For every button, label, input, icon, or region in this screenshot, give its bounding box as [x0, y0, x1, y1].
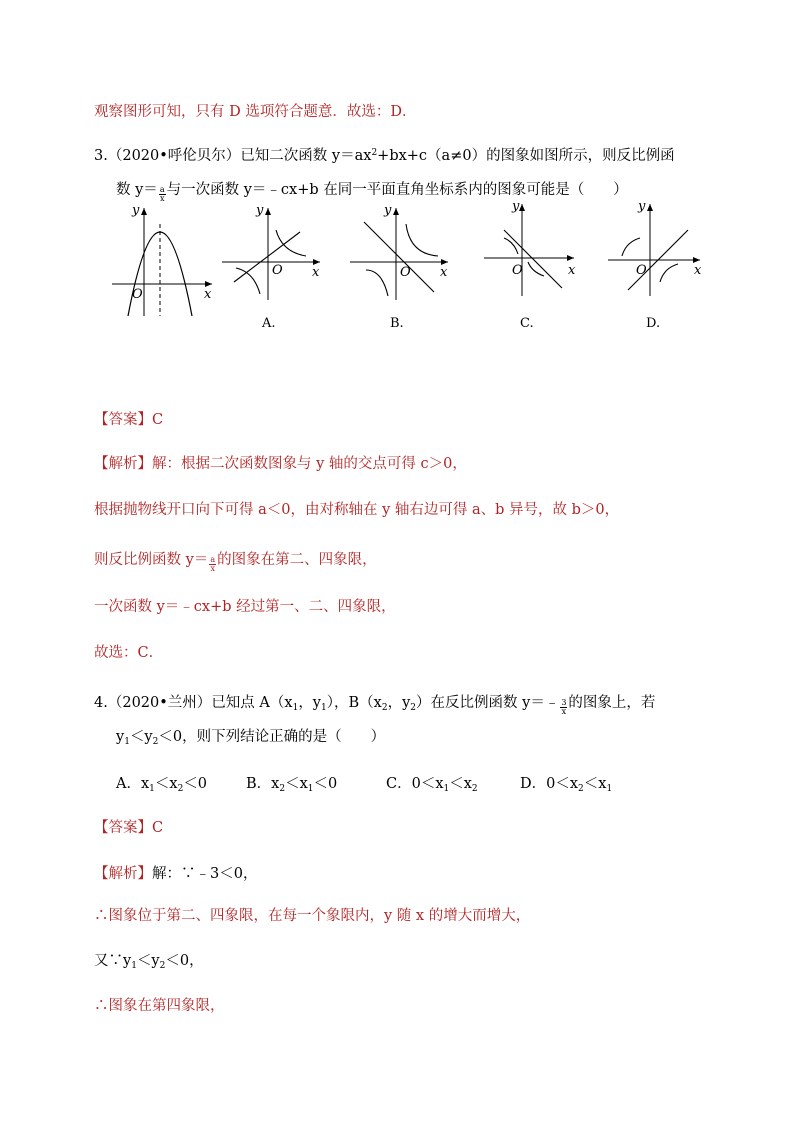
- q3-analysis-3: [94, 550, 377, 573]
- q4-analysis-4: ∴图象在第四象限，: [94, 998, 225, 1014]
- q4-stem-line2: [116, 727, 385, 747]
- graph-a-x-label: x: [312, 265, 320, 280]
- q4-analysis-3: [94, 951, 204, 971]
- q4-opt-a-sub1: 1: [149, 784, 155, 794]
- q3-analysis-3b: 的图象在第二、四象限，: [217, 552, 377, 568]
- option-a-graph: [220, 200, 330, 305]
- q3-analysis-4: 一次函数 y＝﹣cx+b 经过第一、二、四象限，: [94, 599, 396, 615]
- q4-stem-a: 已知点 A（x: [211, 695, 293, 711]
- graph-b-y-label: y: [384, 203, 392, 218]
- q4-analysis-label: 【解析】: [94, 866, 152, 882]
- q4-answer: [94, 818, 163, 838]
- graph-c-y-label: y: [512, 199, 520, 214]
- q4-answer-value: C: [152, 820, 164, 836]
- graph1-x-label: x: [204, 287, 212, 302]
- q4-cond-b: ＜y: [129, 729, 153, 745]
- q4-stem-line1: [94, 693, 655, 716]
- intro-text: 观察图形可知，只有 D 选项符合题意．故选：D．: [94, 104, 417, 120]
- q3-analysis-1: [94, 454, 467, 474]
- q4-opt-d-lt: ＜: [583, 776, 599, 792]
- option-c-label: C.: [520, 316, 534, 331]
- q4-opt-d-prefix: D．0＜x: [520, 776, 579, 792]
- q4-option-b: B．$x_2<x_1<0$: [246, 776, 338, 794]
- graph-d-origin: O: [636, 263, 647, 278]
- option-d-label: D.: [646, 316, 661, 331]
- q4-opt-a-sub2: 2: [177, 784, 184, 794]
- q3-source: （2020•呼伦贝尔）: [107, 148, 241, 164]
- q4-opt-a-lt0: ＜0: [183, 776, 208, 792]
- q4-sub-x1: 1: [292, 703, 299, 713]
- q4-frac-num: 3: [561, 698, 567, 707]
- q4-sub-y2: 2: [410, 703, 417, 713]
- q4-option-c: C．$0<x_1<x_2$: [386, 776, 478, 794]
- q4-opt-d-sub1: 1: [606, 784, 613, 794]
- q3-stem-b: +bx+c（a≠0）的图象如图所示，则反比例函: [377, 148, 675, 164]
- graph-b-origin: O: [400, 265, 411, 280]
- q4-stem-d: ，y: [387, 695, 411, 711]
- option-b-graph: [348, 200, 458, 305]
- q4-cond-a: y: [116, 729, 125, 745]
- q4-opt-a-prefix: A．x: [116, 776, 150, 792]
- option-a-label: A.: [262, 316, 276, 331]
- q4-analysis-sub2: 2: [159, 961, 166, 971]
- q4-option-d: D．$0<x_2<x_1$: [520, 776, 613, 794]
- q3-answer-value: C: [152, 412, 164, 428]
- graph-c-x-label: x: [568, 263, 576, 278]
- option-c-graph: [482, 196, 582, 301]
- q4-fraction: [560, 699, 567, 716]
- q4-analysis-3c: ＜0，: [165, 953, 204, 969]
- q4-stem-e: ）在反比例函数 y＝﹣: [416, 695, 560, 711]
- q4-cond-sub1: 1: [124, 737, 130, 747]
- q4-frac-den: x: [561, 707, 567, 716]
- q3-analysis-label: 【解析】: [94, 456, 152, 472]
- q4-opt-c-prefix: C．0＜x: [386, 776, 444, 792]
- q4-analysis-3b: ＜y: [136, 953, 160, 969]
- option-d-graph: [606, 196, 710, 301]
- q4-opt-c-lt: ＜: [449, 776, 464, 792]
- q4-option-a: A．$x_1<x_2<0$: [116, 776, 208, 794]
- q4-stem-c: ），B（x: [326, 695, 382, 711]
- graph-b-x-label: x: [440, 265, 448, 280]
- q4-opt-b-lt: ＜: [285, 776, 300, 792]
- q4-cond-c: ＜0，则下列结论正确的是（ ）: [158, 729, 386, 745]
- parabola-graph: [108, 200, 220, 320]
- q3-answer: [94, 410, 163, 430]
- q4-sub-x2: 2: [381, 703, 388, 713]
- q4-analysis-2: ∴图象位于第二、四象限，在每一个象限内，y 随 x 的增大而增大，: [94, 908, 531, 924]
- q4-source: （2020•兰州）: [107, 695, 212, 711]
- q3-frac-num: a: [159, 185, 165, 194]
- q3-analysis-fraction: [209, 556, 216, 573]
- q3-stem2-b: 与一次函数 y＝﹣cx+b 在同一平面直角坐标系内的图象可能是（ ）: [166, 182, 628, 198]
- q3-analysis-frac-num: a: [210, 555, 216, 564]
- q4-opt-c-sub1: 1: [443, 784, 450, 794]
- q3-stem-a: 已知二次函数 y＝ax: [240, 148, 372, 164]
- q4-analysis-1: [94, 864, 257, 884]
- graph1-y-label: y: [132, 203, 140, 218]
- q4-opt-c-sub2: 2: [471, 784, 478, 794]
- q3-analysis-3a: 则反比例函数 y＝: [94, 552, 209, 568]
- q4-opt-d-sub2: 2: [578, 784, 584, 794]
- q3-frac-den: x: [159, 194, 165, 203]
- q3-answer-label: 【答案】: [94, 412, 152, 428]
- q3-analysis-1-text: 解：根据二次函数图象与 y 轴的交点可得 c＞0，: [152, 456, 467, 472]
- q3-analysis-2: 根据抛物线开口向下可得 a＜0，由对称轴在 y 轴右边可得 a、b 异号，故 b＞0，: [94, 502, 620, 518]
- q4-opt-b-sub2: 2: [279, 784, 286, 794]
- graph-d-x-label: x: [694, 263, 702, 278]
- q4-sub-y1: 1: [321, 703, 327, 713]
- q3-number: 3.: [94, 148, 108, 164]
- q4-number: 4.: [94, 695, 108, 711]
- graph-d-y-label: y: [638, 199, 646, 214]
- q3-analysis-frac-den: x: [210, 564, 215, 573]
- q3-analysis-5: 故选：C．: [94, 645, 164, 661]
- option-b-label: B.: [390, 316, 404, 331]
- graph-a-y-label: y: [256, 203, 264, 218]
- graph-a-origin: O: [272, 263, 283, 278]
- q3-stem2-a: 数 y＝: [116, 182, 158, 198]
- q3-stem-sup: 2: [371, 148, 378, 158]
- q4-analysis-3a: 又∵y: [94, 953, 132, 969]
- q4-opt-a-lt: ＜: [154, 776, 170, 792]
- q4-stem-b: ，y: [298, 695, 322, 711]
- q3-stem-line1: [94, 146, 675, 166]
- q4-analysis-1-text: 解：∵﹣3＜0，: [152, 866, 258, 882]
- q4-answer-label: 【答案】: [94, 820, 152, 836]
- q4-cond-sub2: 2: [152, 737, 159, 747]
- q4-opt-b-sub1: 1: [307, 784, 314, 794]
- q4-analysis-sub1: 1: [131, 961, 137, 971]
- graph1-origin: O: [132, 287, 143, 302]
- graph-c-origin: O: [512, 263, 523, 278]
- q4-stem-f: 的图象上，若: [568, 695, 656, 711]
- q4-opt-b-prefix: B．x: [246, 776, 280, 792]
- q4-opt-b-lt0: ＜0: [313, 776, 338, 792]
